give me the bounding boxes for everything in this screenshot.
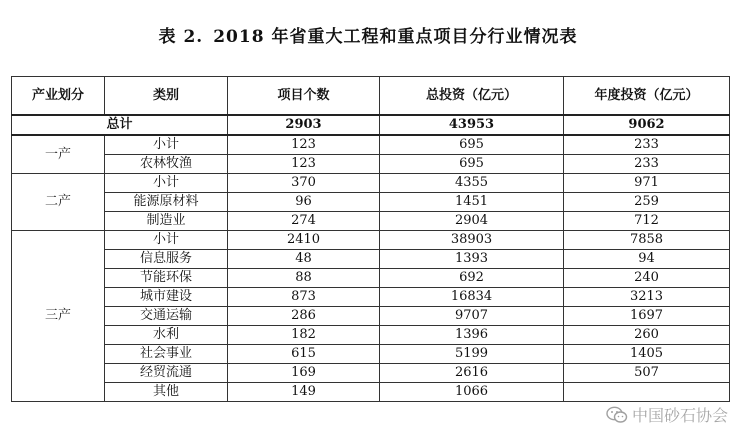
annual-investment-cell: 507 bbox=[564, 364, 730, 383]
header-industry: 产业划分 bbox=[12, 77, 105, 116]
table-row bbox=[12, 307, 730, 326]
industry-cell: 三产 bbox=[12, 231, 105, 402]
annual-investment-cell: 1697 bbox=[564, 307, 730, 326]
total-label: 总计 bbox=[12, 115, 228, 135]
projects-cell: 370 bbox=[228, 174, 380, 193]
total-investment-cell: 1393 bbox=[380, 250, 564, 269]
projects-cell: 286 bbox=[228, 307, 380, 326]
table-title bbox=[0, 22, 736, 47]
projects-cell: 149 bbox=[228, 383, 380, 402]
projects-cell: 123 bbox=[228, 155, 380, 174]
table-number: 表 2. bbox=[158, 27, 204, 47]
projects-cell: 2410 bbox=[228, 231, 380, 250]
table-row bbox=[12, 174, 730, 193]
table-row bbox=[12, 345, 730, 364]
total-investment-cell: 2616 bbox=[380, 364, 564, 383]
total-investment-cell: 695 bbox=[380, 135, 564, 155]
projects-cell: 182 bbox=[228, 326, 380, 345]
annual-investment-cell: 3213 bbox=[564, 288, 730, 307]
total-investment-cell: 16834 bbox=[380, 288, 564, 307]
total-total-investment: 43953 bbox=[380, 115, 564, 135]
category-cell: 经贸流通 bbox=[105, 364, 228, 383]
category-cell: 农林牧渔 bbox=[105, 155, 228, 174]
category-cell: 城市建设 bbox=[105, 288, 228, 307]
table-row bbox=[12, 326, 730, 345]
table-row bbox=[12, 193, 730, 212]
annual-investment-cell: 712 bbox=[564, 212, 730, 231]
projects-cell: 96 bbox=[228, 193, 380, 212]
wechat-icon bbox=[606, 406, 628, 424]
total-row bbox=[12, 115, 730, 135]
total-investment-cell: 1066 bbox=[380, 383, 564, 402]
total-projects: 2903 bbox=[228, 115, 380, 135]
table-row bbox=[12, 155, 730, 174]
annual-investment-cell: 259 bbox=[564, 193, 730, 212]
projects-cell: 169 bbox=[228, 364, 380, 383]
total-investment-cell: 4355 bbox=[380, 174, 564, 193]
industry-cell: 一产 bbox=[12, 135, 105, 174]
total-investment-cell: 9707 bbox=[380, 307, 564, 326]
projects-cell: 123 bbox=[228, 135, 380, 155]
header-category: 类别 bbox=[105, 77, 228, 116]
annual-investment-cell: 1405 bbox=[564, 345, 730, 364]
total-investment-cell: 1451 bbox=[380, 193, 564, 212]
projects-cell: 88 bbox=[228, 269, 380, 288]
watermark-text: 中国砂石协会 bbox=[631, 406, 728, 425]
total-investment-cell: 695 bbox=[380, 155, 564, 174]
category-cell: 小计 bbox=[105, 174, 228, 193]
total-investment-cell: 5199 bbox=[380, 345, 564, 364]
annual-investment-cell: 7858 bbox=[564, 231, 730, 250]
projects-cell: 48 bbox=[228, 250, 380, 269]
category-cell: 水利 bbox=[105, 326, 228, 345]
industry-cell: 二产 bbox=[12, 174, 105, 231]
category-cell: 交通运输 bbox=[105, 307, 228, 326]
table-title-text: 2018 年省重大工程和重点项目分行业情况表 bbox=[213, 27, 578, 47]
total-investment-cell: 692 bbox=[380, 269, 564, 288]
projects-cell: 873 bbox=[228, 288, 380, 307]
total-investment-cell: 38903 bbox=[380, 231, 564, 250]
table-row bbox=[12, 231, 730, 250]
header-projects: 项目个数 bbox=[228, 77, 380, 116]
header-row bbox=[12, 77, 730, 116]
table-row bbox=[12, 364, 730, 383]
category-cell: 能源原材料 bbox=[105, 193, 228, 212]
table-row bbox=[12, 212, 730, 231]
annual-investment-cell bbox=[564, 383, 730, 402]
category-cell: 社会事业 bbox=[105, 345, 228, 364]
header-total-investment: 总投资（亿元） bbox=[380, 77, 564, 116]
table-row bbox=[12, 288, 730, 307]
total-annual-investment: 9062 bbox=[564, 115, 730, 135]
table-row bbox=[12, 383, 730, 402]
category-cell: 其他 bbox=[105, 383, 228, 402]
category-cell: 制造业 bbox=[105, 212, 228, 231]
table-row bbox=[12, 250, 730, 269]
table-row bbox=[12, 269, 730, 288]
annual-investment-cell: 233 bbox=[564, 135, 730, 155]
industry-table bbox=[11, 76, 730, 402]
annual-investment-cell: 240 bbox=[564, 269, 730, 288]
header-annual-investment: 年度投资（亿元） bbox=[564, 77, 730, 116]
annual-investment-cell: 971 bbox=[564, 174, 730, 193]
total-investment-cell: 1396 bbox=[380, 326, 564, 345]
annual-investment-cell: 94 bbox=[564, 250, 730, 269]
annual-investment-cell: 260 bbox=[564, 326, 730, 345]
projects-cell: 274 bbox=[228, 212, 380, 231]
projects-cell: 615 bbox=[228, 345, 380, 364]
category-cell: 信息服务 bbox=[105, 250, 228, 269]
category-cell: 小计 bbox=[105, 231, 228, 250]
total-investment-cell: 2904 bbox=[380, 212, 564, 231]
table-row bbox=[12, 135, 730, 155]
category-cell: 小计 bbox=[105, 135, 228, 155]
annual-investment-cell: 233 bbox=[564, 155, 730, 174]
category-cell: 节能环保 bbox=[105, 269, 228, 288]
watermark bbox=[606, 403, 728, 426]
